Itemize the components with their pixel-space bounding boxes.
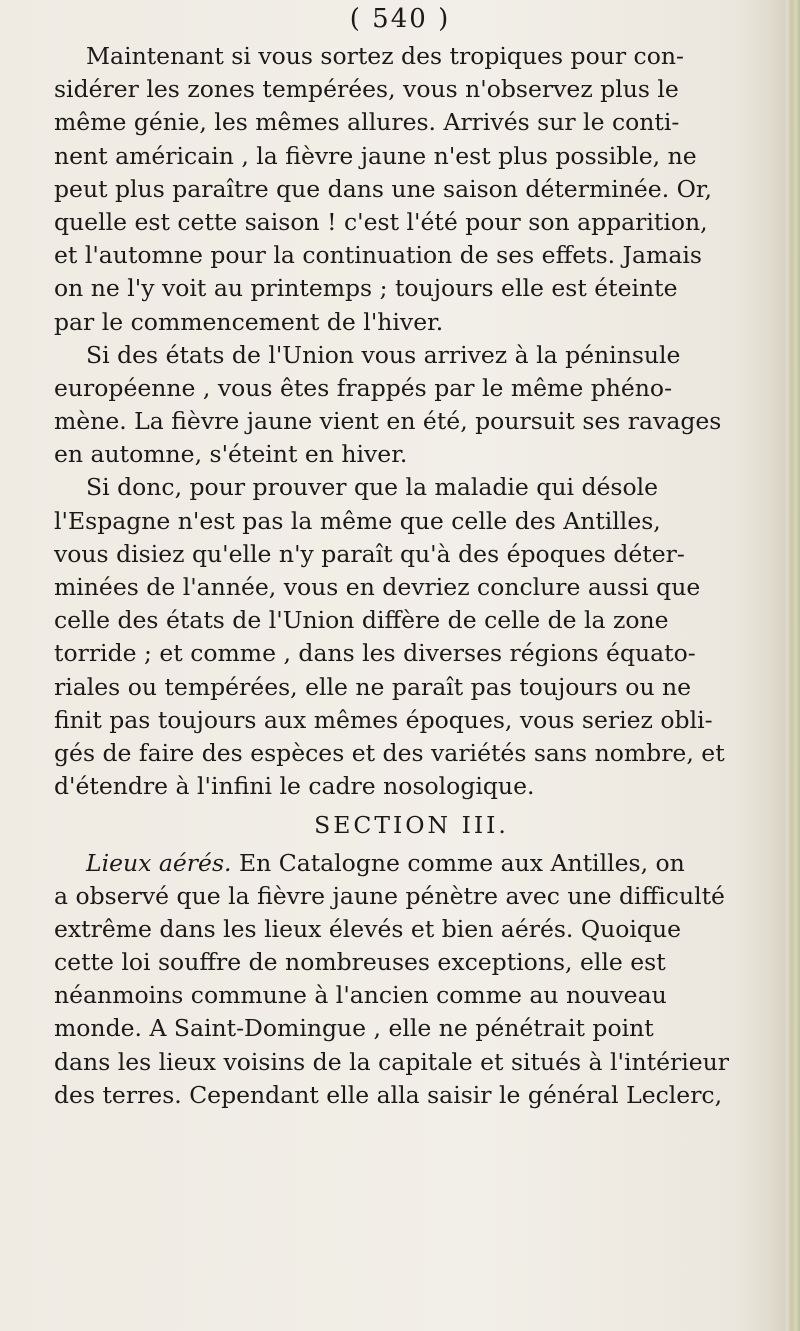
text-line: sidérer les zones tempérées, vous n'observez plus le <box>54 75 679 104</box>
text-line: mène. La fièvre jaune vient en été, poursuit ses ravages <box>54 407 722 436</box>
text-line: nent américain , la fièvre jaune n'est plus possible, ne <box>54 141 697 170</box>
text-line: on ne l'y voit au printemps ; toujours elle est éteinte <box>54 274 678 303</box>
text-line: cette loi souffre de nombreuses exceptions, elle est <box>54 948 666 977</box>
section-heading: SECTION III. <box>314 811 509 840</box>
text-line: a observé que la fièvre jaune pénètre avec une difficulté <box>54 881 725 910</box>
text-line: vous disiez qu'elle n'y paraît qu'à des époques déter- <box>54 539 685 568</box>
page-number: ( 540 ) <box>349 4 451 34</box>
text-line: même génie, les mêmes allures. Arrivés sur le conti- <box>54 108 680 137</box>
text-line: européenne , vous êtes frappés par le même phéno- <box>54 373 673 402</box>
text-line: monde. A Saint-Domingue , elle ne pénétrait point <box>54 1014 654 1043</box>
text-line: d'étendre à l'infini le cadre nosologique. <box>54 772 535 801</box>
text-line: gés de faire des espèces et des variétés sans nombre, et <box>54 738 725 767</box>
text-line: extrême dans les lieux élevés et bien aérés. Quoique <box>54 914 682 943</box>
text-line: minées de l'année, vous en devriez conclure aussi que <box>54 573 701 601</box>
lead-phrase: Lieux aérés. <box>86 848 232 877</box>
text-line: quelle est cette saison ! c'est l'été pour son apparition, <box>54 207 708 236</box>
text-line: Si donc, pour prouver que la maladie qui désole <box>86 473 659 502</box>
text-line: riales ou tempérées, elle ne paraît pas toujours ou ne <box>54 672 692 701</box>
body-text <box>54 40 789 1112</box>
text-line: finit pas toujours aux mêmes époques, vous seriez obli- <box>54 705 713 734</box>
text-line: peut plus paraître que dans une saison déterminée. Or, <box>54 174 713 203</box>
text-line: dans les lieux voisins de la capitale et situés à l'intérieur <box>54 1047 730 1076</box>
text-line: par le commencement de l'hiver. <box>54 307 444 336</box>
text-line: et l'automne pour la continuation de ses effets. Jamais <box>54 241 702 270</box>
text-line: l'Espagne n'est pas la même que celle des Antilles, <box>54 506 661 535</box>
text-line: néanmoins commune à l'ancien comme au nouveau <box>54 981 667 1010</box>
text-line: torride ; et comme , dans les diverses régions équato- <box>54 639 696 668</box>
lead-line-rest: En Catalogne comme aux Antilles, on <box>231 848 685 877</box>
text-line: Maintenant si vous sortez des tropiques pour con- <box>86 42 684 70</box>
text-line <box>54 847 789 880</box>
text-line: celle des états de l'Union diffère de celle de la zone <box>54 606 669 635</box>
text-line: Si des états de l'Union vous arrivez à la péninsule <box>86 340 681 369</box>
text-line: des terres. Cependant elle alla saisir le général Leclerc, <box>54 1080 723 1109</box>
text-line: en automne, s'éteint en hiver. <box>54 440 408 469</box>
